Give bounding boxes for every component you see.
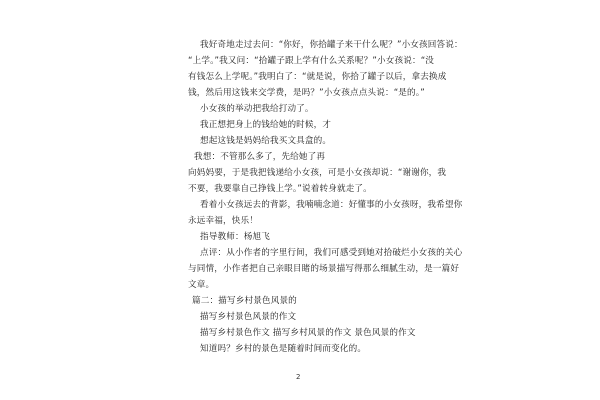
text-line: 看着小女孩远去的背影，我喃喃念道：好懂事的小女孩呀，我希望你 bbox=[200, 200, 463, 210]
text-line: 点评：从小作者的字里行间，我们可感受到她对拾破烂小女孩的关心 bbox=[200, 248, 463, 258]
section-heading: 篇二：描写乡村景色风景的 bbox=[192, 296, 297, 306]
text-line: 钱，然后用这钱来交学费，是吗？”小女孩点点头说：“是的。” bbox=[188, 88, 425, 98]
text-line: 想起这钱是妈妈给我买文具盒的。 bbox=[200, 136, 332, 146]
text-line: 有钱怎么上学呢。”我明白了：“就是说，你拾了罐子以后，拿去换成 bbox=[188, 72, 447, 82]
text-line: 我好奇地走过去问：“你好，你拾罐子来干什么呢？”小女孩回答说： bbox=[200, 40, 463, 50]
text-line: 描写乡村景色作文 描写乡村风景的作文 景色风景的作文 bbox=[200, 328, 416, 338]
text-line: 文章。 bbox=[188, 280, 215, 290]
text-line: 与同情，小作者把自己亲眼目睹的场景描写得那么细腻生动，是一篇好 bbox=[188, 264, 460, 274]
text-line: 不要，我要靠自己挣钱上学。”说着转身就走了。 bbox=[188, 184, 372, 194]
text-line: 永远幸福，快乐！ bbox=[188, 216, 258, 226]
text-line: 小女孩的举动把我给打动了。 bbox=[200, 104, 314, 114]
text-line: 向妈妈要，于是我把钱递给小女孩，可是小女孩却说：“谢谢你，我 bbox=[188, 168, 447, 178]
text-line: 指导教师：杨旭飞 bbox=[200, 232, 270, 242]
text-line: “上学。”我又问：“拾罐子跟上学有什么关系呢？”小女孩说：“没 bbox=[188, 56, 435, 66]
text-line: 我正想把身上的钱给她的时候，才 bbox=[200, 120, 332, 130]
page-number: 2 bbox=[296, 373, 301, 381]
text-line: 知道吗？乡村的景色是随着时间而变化的。 bbox=[200, 344, 367, 354]
text-line: 描写乡村景色风景的作文 bbox=[200, 312, 297, 322]
text-line: 我想：不管那么多了，先给她了再 bbox=[194, 152, 326, 162]
